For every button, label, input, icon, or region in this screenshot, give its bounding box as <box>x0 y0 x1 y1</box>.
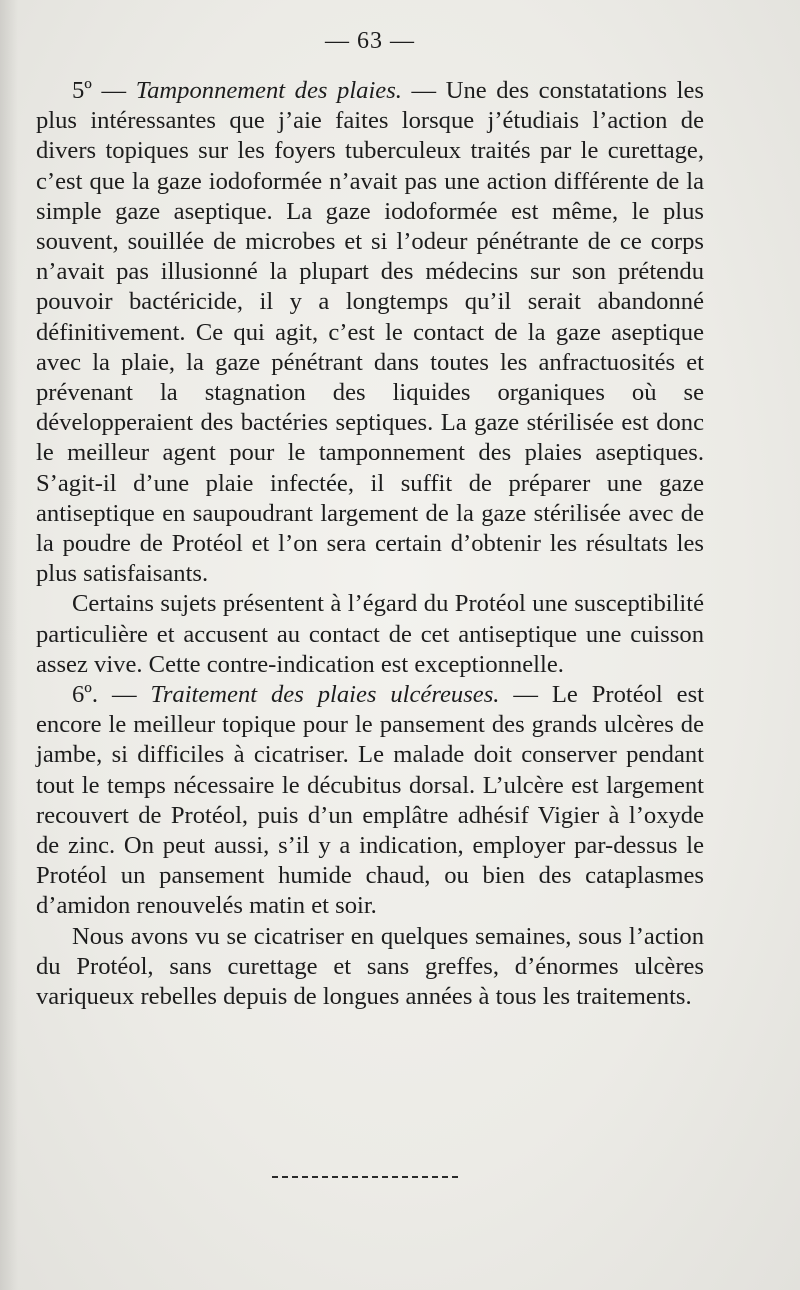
section-number: 6º. — <box>72 681 151 709</box>
section-end-rule <box>272 1176 458 1178</box>
paragraph-contre-indication: Certains sujets présentent à l’égard du Protéol une susceptibilité particulière et accusent au contact de cet antiseptique une cuisson assez vive. Cette contre-indication est exceptionnelle. <box>36 590 704 678</box>
paragraph-cicatrisation: Nous avons vu se cicatriser en quelques semaines, sous l’action du Protéol, sans curettage et sans greffes, d’énormes ulcères variqueux rebelles depuis de longues années à tous les traitements. <box>36 922 704 1011</box>
paragraph-body: — Une des constatations les plus intéressantes que j’aie faites lorsque j’étudiais l’action de divers topiques sur les foyers tuberculeux traités par le curettage, c’est que la gaze iodoformée n’avait pas une action différente de la simple gaze aseptique. La gaze iodoformée est même, le plus souvent, souillée de microbes et si l’odeur pénétrante de ce corps n’avait pas illusionné la plupart des médecins sur son prétendu pouvoir bactéricide, il y a longtemps qu’il serait abandonné définitivement. Ce qui agit, c’est le contact de la gaze aseptique avec la plaie, la gaze pénétrant dans toutes les anfractuosités et prévenant la stagnation des liquides organiques où se développeraient des bactéries septiques. La gaze stérilisée est donc le meilleur agent pour le tamponnement des plaies aseptiques. S’agit-il d’une plaie infectée, il suffit de préparer une gaze antiseptique en saupoudrant largement de la gaze stérilisée avec de la poudre de Protéol et l’on sera certain d’obtenir les résultats les plus satisfaisants. <box>36 77 704 588</box>
section-title: Tamponnement des plaies. <box>135 77 402 104</box>
page-number: — 63 — <box>325 28 415 54</box>
paragraph-tamponnement <box>36 76 704 589</box>
paragraph-body: — Le Protéol est encore le meilleur topique pour le pansement des grands ulcères de jambe, si difficiles à cicatriser. Le malade doit conserver pendant tout le temps nécessaire le décubitus dorsal. L’ulcère est largement recouvert de Protéol, puis d’un emplâtre adhésif Vigier à l’oxyde de zinc. On peut aussi, s’il y a indication, employer par-dessus le Protéol un pansement humide chaud, ou bien des cataplasmes d’amidon renouvelés matin et soir. <box>36 681 704 920</box>
paragraph-ulceres <box>36 680 704 922</box>
section-title: Traitement des plaies ulcéreuses. <box>150 681 500 709</box>
body-text <box>36 76 704 1012</box>
section-number: 5º — <box>72 77 136 104</box>
